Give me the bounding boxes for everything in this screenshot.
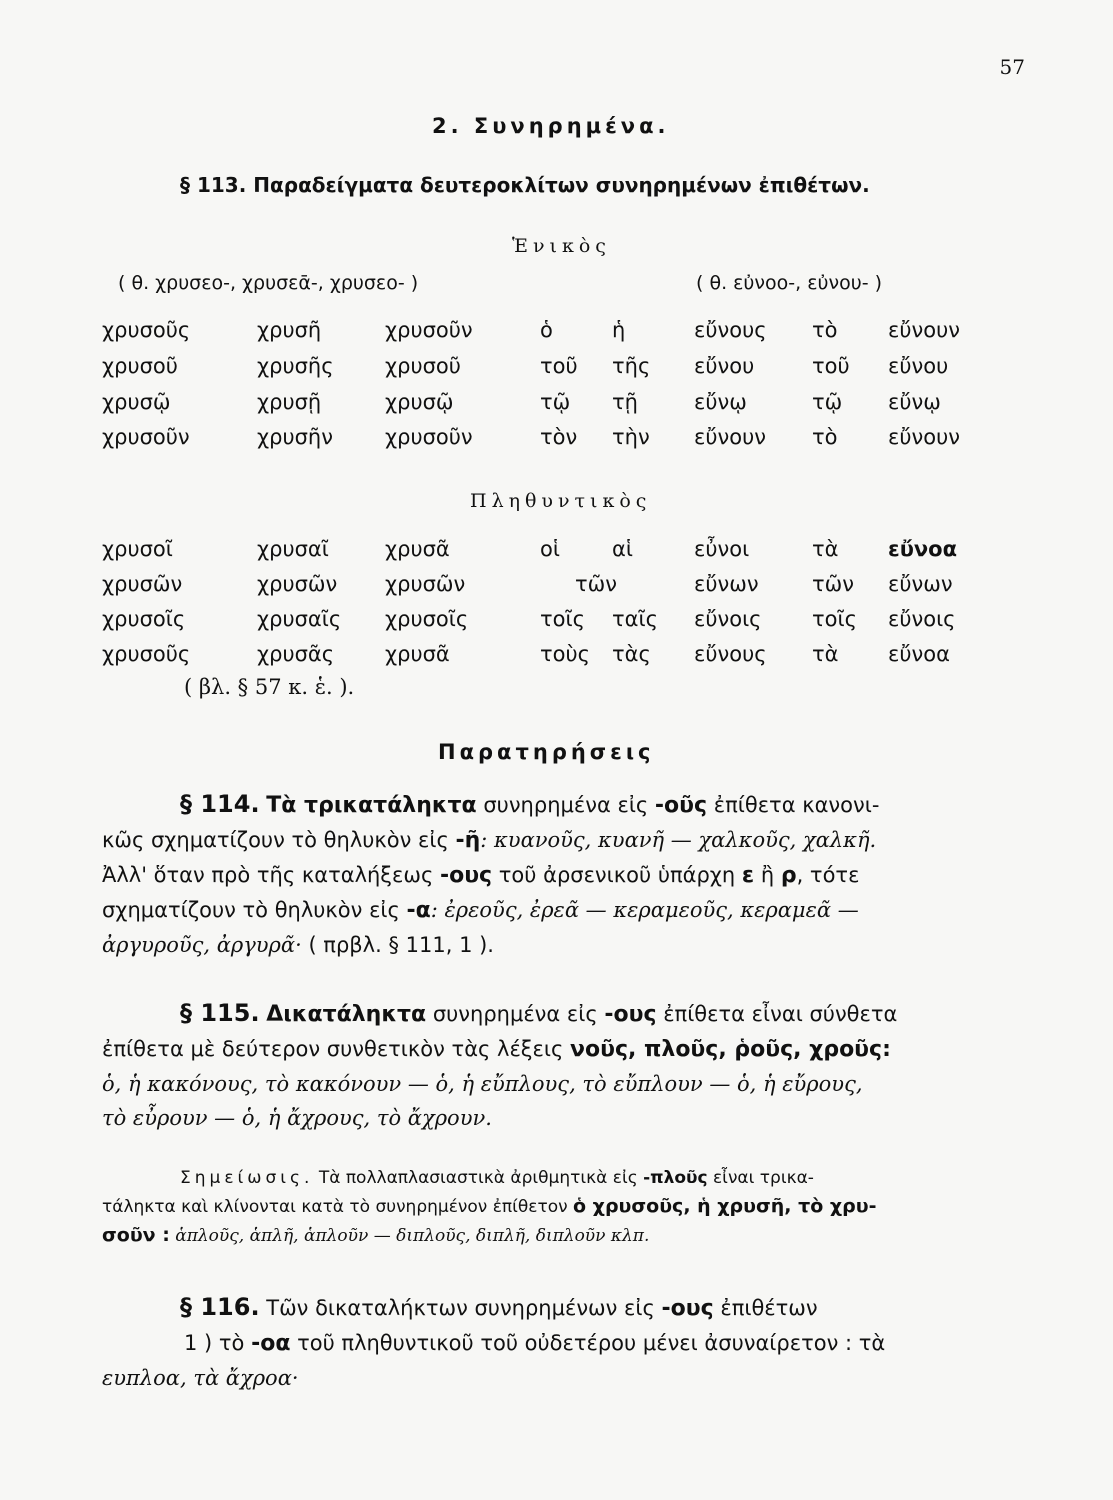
cell: εὔνοις: [694, 607, 762, 631]
plural-row-nominative: [0, 537, 1113, 567]
text: ( πρβλ. § 111, 1 ).: [301, 933, 494, 957]
cell: χρυσῶν: [102, 572, 183, 596]
cell: χρυσῶν: [257, 572, 338, 596]
cell: τοῦ: [540, 354, 578, 378]
cell: τὴν: [612, 425, 650, 449]
cell: χρυσοῦς: [102, 642, 191, 666]
cell: εὔνοα: [888, 537, 958, 561]
keyword: -πλοῦς: [643, 1168, 708, 1188]
cell: χρυσοῦ: [102, 354, 178, 378]
cell: ἡ: [612, 318, 626, 342]
keyword: Τὰ τρικατάληκτα: [266, 793, 477, 818]
singular-row-accusative: [0, 425, 1113, 455]
plural-row-accusative: [0, 642, 1113, 672]
section-title: 2. Συνηρημένα.: [432, 114, 670, 138]
examples: ὁ, ἡ κακόνους, τὸ κακόνουν — ὁ, ἡ εὔπλους, τὸ εὔπλουν — ὁ, ἡ εὔρους,: [102, 1072, 863, 1096]
reference-note: ( βλ. § 57 κ. ἑ. ).: [184, 675, 355, 699]
paragraph-114: [102, 787, 1017, 962]
cell: χρυσᾶ: [385, 537, 450, 561]
cell: χρυσοῦν: [385, 425, 473, 449]
keyword: Δικατάληκτα: [266, 1002, 427, 1027]
cell: εὔνουν: [888, 318, 960, 342]
keyword: -οῦς: [654, 793, 708, 818]
cell: εὔνους: [694, 318, 767, 342]
cell: εὔνουν: [888, 425, 960, 449]
section-number: § 114.: [180, 790, 260, 818]
cell: τοὺς: [540, 642, 590, 666]
cell: τὸν: [540, 425, 578, 449]
text: συνηρημένα εἰς: [426, 1002, 605, 1026]
cell: τῶν: [812, 572, 854, 596]
stems-left: ( θ. χρυσεο-, χρυσεᾱ-, χρυσεο- ): [118, 272, 419, 294]
keyword: -α: [406, 898, 431, 923]
cell: τῷ: [540, 390, 571, 414]
keyword: -ους: [604, 1002, 657, 1027]
page-number: 57: [999, 55, 1025, 79]
cell: οἱ: [540, 537, 560, 561]
note-paragraph: [102, 1164, 1020, 1250]
keyword: -ους: [661, 1296, 714, 1321]
cell: τὸ: [812, 425, 838, 449]
keyword: ε: [741, 863, 755, 888]
keyword: -ους: [439, 863, 493, 888]
cell: εὔνῳ: [888, 390, 941, 414]
examples: ἁπλοῦς, ἁπλῆ, ἁπλοῦν — διπλοῦς, διπλῆ, διπλοῦν κλπ.: [169, 1226, 650, 1246]
cell: τῷ: [812, 390, 843, 414]
paragraph-116: [102, 1290, 1017, 1395]
keyword: -ῆ: [455, 828, 481, 853]
cell: χρυσῇ: [257, 390, 322, 414]
cell: χρυσοῖ: [102, 537, 173, 561]
text: συνηρημένα εἰς: [476, 793, 655, 817]
cell: εὖνοι: [694, 537, 750, 561]
cell: χρυσῶν: [385, 572, 466, 596]
examples: ευπλοα, τὰ ἄχροα·: [102, 1366, 299, 1390]
plural-heading: Πληθυντικὸς: [470, 490, 652, 512]
cell: χρυσῆς: [257, 354, 334, 378]
text: ἐπιθέτων: [713, 1296, 818, 1320]
cell: αἱ: [612, 537, 633, 561]
cell: χρυσοῖς: [102, 607, 186, 631]
text: 1 ) τὸ: [184, 1331, 252, 1355]
section-113-title: § 113. Παραδείγματα δευτεροκλίτων συνηρημένων ἐπιθέτων.: [180, 173, 870, 197]
singular-row-genitive: [0, 354, 1113, 384]
section-number: § 115.: [180, 999, 260, 1027]
cell: τοῖς: [540, 607, 585, 631]
cell: τὰς: [612, 642, 651, 666]
cell: εὔνων: [888, 572, 953, 596]
cell: εὔνων: [694, 572, 759, 596]
cell: χρυσοῦ: [385, 354, 461, 378]
cell: χρυσοῦν: [102, 425, 190, 449]
cell: εὔνῳ: [694, 390, 747, 414]
cell: τοῦ: [812, 354, 850, 378]
text: Ἀλλ' ὅταν πρὸ τῆς καταλήξεως: [102, 863, 440, 887]
keyword: σοῦν :: [102, 1224, 170, 1246]
cell: ὁ: [540, 318, 553, 342]
text: ἢ: [754, 863, 781, 887]
text: τοῦ ἀρσενικοῦ ὑπάρχη: [492, 863, 742, 887]
text: ἐπίθετα εἶναι σύνθετα: [656, 1002, 898, 1026]
cell: τοῖς: [812, 607, 857, 631]
keyword: ρ: [780, 863, 797, 888]
cell: χρυσᾶ: [385, 642, 450, 666]
cell: τὸ: [812, 318, 838, 342]
cell: ταῖς: [612, 607, 658, 631]
cell: τὰ: [812, 642, 839, 666]
cell: χρυσᾶς: [257, 642, 335, 666]
text: τάληκτα καὶ κλίνονται κατὰ τὸ συνηρημένον ἐπίθετον: [102, 1197, 574, 1217]
cell: τῇ: [612, 390, 638, 414]
cell: τῶν: [575, 572, 617, 596]
keyword: ὁ χρυσοῦς, ἡ χρυσῆ, τὸ χρυ-: [573, 1195, 877, 1217]
section-number: § 116.: [180, 1293, 260, 1321]
stems-right: ( θ. εὐνοο-, εὐνου- ): [696, 272, 883, 294]
cell: εὔνου: [888, 354, 949, 378]
singular-row-dative: [0, 390, 1113, 420]
plural-row-dative: [0, 607, 1113, 637]
text: τοῦ πληθυντικοῦ τοῦ οὐδετέρου μένει ἀσυναίρετον : τὰ: [290, 1331, 886, 1355]
text: κῶς σχηματίζουν τὸ θηλυκὸν εἰς: [102, 828, 456, 852]
cell: χρυσῷ: [102, 390, 171, 414]
observations-title: Παρατηρήσεις: [438, 740, 655, 764]
cell: εὔνοα: [888, 642, 950, 666]
note-label: Σημείωσις.: [180, 1168, 314, 1188]
cell: χρυσῆν: [257, 425, 333, 449]
text: ἐπίθετα μὲ δεύτερον συνθετικὸν τὰς λέξεις: [102, 1037, 570, 1061]
examples: τὸ εὖρουν — ὁ, ἡ ἄχρους, τὸ ἄχρουν.: [102, 1106, 492, 1130]
text: , τότε: [796, 863, 860, 887]
cell: χρυσαῖς: [257, 607, 342, 631]
cell: χρυσοῖς: [385, 607, 469, 631]
keyword: -οα: [251, 1331, 291, 1356]
cell: χρυσοῦς: [102, 318, 191, 342]
text: εἶναι τρικα-: [707, 1168, 814, 1188]
cell: εὔνου: [694, 354, 755, 378]
paragraph-115: [102, 996, 1017, 1135]
cell: εὔνουν: [694, 425, 766, 449]
cell: χρυσῷ: [385, 390, 454, 414]
examples: ἀργυροῦς, ἀργυρᾶ·: [102, 933, 302, 957]
cell: τὰ: [812, 537, 839, 561]
cell: εὔνους: [694, 642, 767, 666]
text: Τῶν δικαταλήκτων συνηρημένων εἰς: [259, 1296, 662, 1320]
singular-row-nominative: [0, 318, 1113, 348]
examples: : κυανοῦς, κυανῆ — χαλκοῦς, χαλκῆ.: [480, 828, 877, 852]
text: Τὰ πολλαπλασιαστικὰ ἀριθμητικὰ εἰς: [313, 1168, 644, 1188]
cell: εὔνοις: [888, 607, 956, 631]
text: ἐπίθετα κανονι-: [707, 793, 880, 817]
keyword: νοῦς, πλοῦς, ῥοῦς, χροῦς:: [569, 1037, 891, 1062]
cell: τῆς: [612, 354, 651, 378]
cell: χρυσῆ: [257, 318, 322, 342]
plural-row-genitive: [0, 572, 1113, 602]
singular-heading: Ἑνικὸς: [512, 235, 611, 257]
cell: χρυσοῦν: [385, 318, 473, 342]
examples: : ἐρεοῦς, ἐρεᾶ — κεραμεοῦς, κεραμεᾶ —: [430, 898, 859, 922]
cell: χρυσαῖ: [257, 537, 329, 561]
text: σχηματίζουν τὸ θηλυκὸν εἰς: [102, 898, 407, 922]
